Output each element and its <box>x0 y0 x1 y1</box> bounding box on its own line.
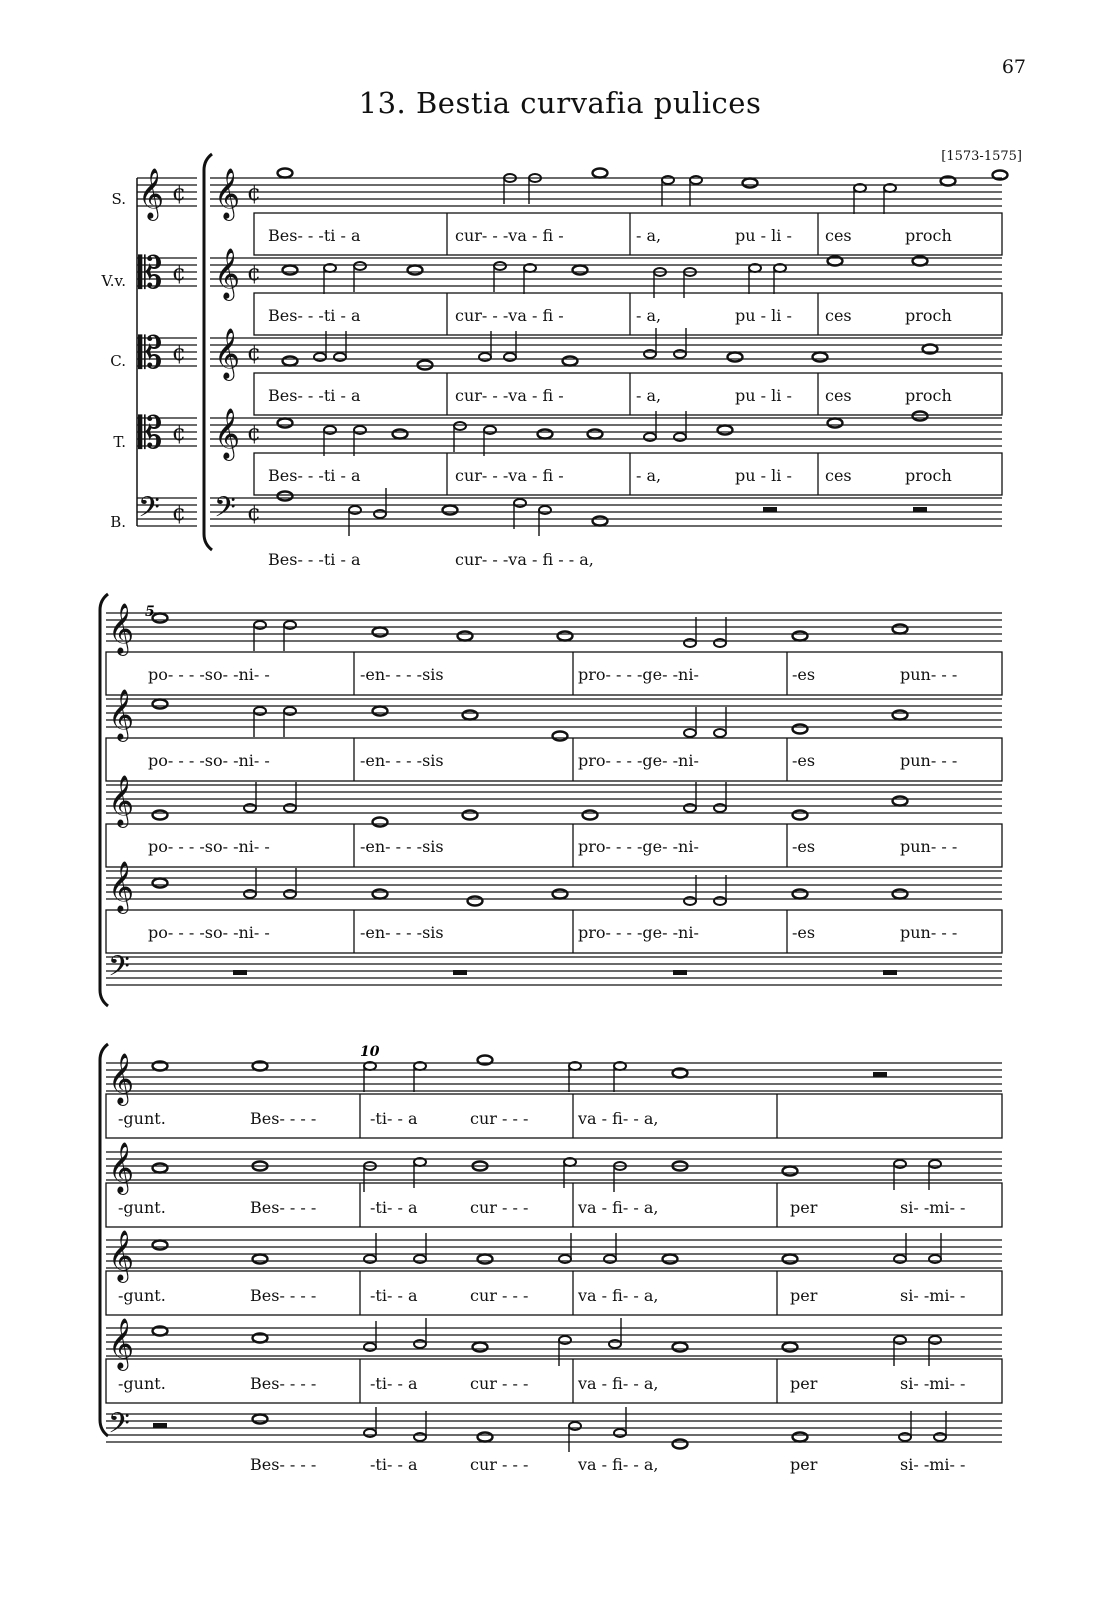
lyric-text: per <box>790 1198 818 1217</box>
whole-note <box>593 169 608 178</box>
lyric-text: Bes- - -ti - a <box>268 550 361 569</box>
rest-mark <box>233 970 247 975</box>
lyric-text: -es <box>792 751 816 770</box>
voice-label-c: C. <box>110 352 126 370</box>
half-note <box>354 426 366 434</box>
page-number: 67 <box>1001 56 1026 78</box>
lyric-text: cur - - - <box>470 1455 529 1474</box>
lyric-text: va - fi- - a, <box>578 1455 659 1474</box>
lyric-text: cur- - -va - fi - <box>455 386 564 405</box>
lyric-text: -gunt. <box>118 1286 166 1305</box>
lyric-text: proch <box>905 386 952 405</box>
half-note <box>662 176 674 184</box>
half-note <box>714 729 726 737</box>
whole-note <box>538 430 553 439</box>
half-note <box>334 353 346 361</box>
whole-note <box>673 1440 688 1449</box>
whole-note <box>893 797 908 806</box>
half-note <box>569 1422 581 1430</box>
half-note <box>684 897 696 905</box>
lyric-text: -ti- - a <box>370 1286 418 1305</box>
lyric-text: po- - - -so- -ni- - <box>148 665 270 684</box>
lyric-box <box>254 293 1002 335</box>
rest-mark <box>453 970 467 975</box>
half-note <box>479 353 491 361</box>
cut-time-icon: ¢ <box>247 421 261 446</box>
half-note <box>609 1340 621 1348</box>
half-note <box>559 1255 571 1263</box>
whole-note <box>278 169 293 178</box>
half-note <box>894 1336 906 1344</box>
whole-note <box>153 879 168 888</box>
whole-note <box>253 1415 268 1424</box>
whole-note <box>153 811 168 820</box>
whole-note <box>468 897 483 906</box>
lyric-box <box>254 453 1002 495</box>
lyric-text: pro- - - -ge- -ni- <box>578 751 699 770</box>
measure-number-5: 5 <box>145 604 155 620</box>
whole-note <box>663 1255 678 1264</box>
half-note <box>414 1255 426 1263</box>
lyric-text: -es <box>792 923 816 942</box>
half-note <box>934 1433 946 1441</box>
voice-label-t: T. <box>113 433 126 451</box>
half-note <box>414 1433 426 1441</box>
clef-icon: 𝄡 <box>138 248 163 299</box>
cut-time-icon: ¢ <box>172 341 186 366</box>
whole-note <box>793 632 808 641</box>
lyric-text: pun- - - <box>900 923 958 942</box>
whole-note <box>813 353 828 362</box>
whole-note <box>478 1433 493 1442</box>
lyric-box <box>254 373 1002 415</box>
whole-note <box>278 492 293 501</box>
notes <box>108 168 1008 1452</box>
whole-note <box>783 1255 798 1264</box>
lyric-text: Bes- - - - <box>250 1286 317 1305</box>
clef-icon: 𝄞 <box>108 1053 135 1104</box>
lyric-text: -ti- - a <box>370 1198 418 1217</box>
cut-time-icon: ¢ <box>172 261 186 286</box>
lyric-text: va - fi- - a, <box>578 1109 659 1128</box>
whole-note <box>793 890 808 899</box>
lyric-text: Bes- - - - <box>250 1374 317 1393</box>
lyric-text: pu - li - <box>735 386 792 405</box>
whole-note <box>373 628 388 637</box>
whole-note <box>408 266 423 275</box>
rest-mark <box>873 1072 887 1077</box>
lyric-text: pun- - - <box>900 837 958 856</box>
whole-note <box>278 419 293 428</box>
whole-note <box>153 700 168 709</box>
whole-note <box>153 1164 168 1173</box>
voice-label-s: S. <box>111 190 126 208</box>
lyric-text: - a, <box>636 386 662 405</box>
system-bracket <box>100 594 108 1006</box>
rest-mark <box>913 507 927 512</box>
clef-icon: 𝄡 <box>138 408 163 459</box>
clef-icon: 𝄞 <box>108 689 135 740</box>
clef-icon: 𝄞 <box>108 1230 135 1281</box>
whole-note <box>728 353 743 362</box>
cut-time-icon: ¢ <box>172 501 186 526</box>
lyric-text: Bes- - -ti - a <box>268 226 361 245</box>
half-note <box>284 890 296 898</box>
half-note <box>364 1343 376 1351</box>
whole-note <box>588 430 603 439</box>
lyric-text: - a, <box>636 466 662 485</box>
page-title: 13. Bestia curvafia pulices <box>358 86 762 120</box>
whole-note <box>393 430 408 439</box>
half-note <box>324 426 336 434</box>
rest-mark <box>763 507 777 512</box>
lyric-text: per <box>790 1374 818 1393</box>
half-note <box>374 510 386 518</box>
half-note <box>644 350 656 358</box>
lyric-text: si- -mi- - <box>900 1374 966 1393</box>
whole-note <box>743 179 758 188</box>
lyric-text: -gunt. <box>118 1198 166 1217</box>
half-note <box>684 729 696 737</box>
lyric-text: Bes- - - - <box>250 1109 317 1128</box>
clef-icon: 𝄢 <box>108 1407 130 1447</box>
lyric-text: ces <box>825 226 852 245</box>
whole-note <box>443 506 458 515</box>
whole-note <box>563 357 578 366</box>
cut-time-icon: ¢ <box>172 181 186 206</box>
lyric-text: per <box>790 1286 818 1305</box>
lyric-text: pro- - - -ge- -ni- <box>578 923 699 942</box>
lyric-text: pro- - - -ge- -ni- <box>578 837 699 856</box>
half-note <box>674 433 686 441</box>
cut-time-icon: ¢ <box>247 341 261 366</box>
whole-note <box>893 711 908 720</box>
lyric-text: pun- - - <box>900 665 958 684</box>
clef-icon: 𝄞 <box>108 1142 135 1193</box>
half-note <box>899 1433 911 1441</box>
half-note <box>484 426 496 434</box>
whole-note <box>793 1433 808 1442</box>
lyric-text: pro- - - -ge- -ni- <box>578 665 699 684</box>
lyric-text: cur - - - <box>470 1198 529 1217</box>
half-note <box>714 897 726 905</box>
clef-icon: 𝄞 <box>108 775 135 826</box>
whole-note <box>558 632 573 641</box>
clef-icon: 𝄞 <box>214 408 241 459</box>
lyric-box <box>254 213 1002 255</box>
half-note <box>539 506 551 514</box>
whole-note <box>478 1255 493 1264</box>
lyric-text: Bes- - - - <box>250 1455 317 1474</box>
lyric-box <box>106 1271 1002 1315</box>
lyric-text: va - fi- - a, <box>578 1198 659 1217</box>
lyric-text: -ti- - a <box>370 1455 418 1474</box>
whole-note <box>893 890 908 899</box>
whole-note <box>283 266 298 275</box>
half-note <box>284 621 296 629</box>
whole-note <box>893 625 908 634</box>
lyrics <box>118 226 965 1474</box>
rest-mark <box>883 970 897 975</box>
whole-note <box>473 1343 488 1352</box>
lyric-text: si- -mi- - <box>900 1198 966 1217</box>
half-note <box>364 1255 376 1263</box>
half-note <box>644 433 656 441</box>
lyric-text: -es <box>792 665 816 684</box>
lyric-text: per <box>790 1455 818 1474</box>
lyric-text: Bes- - - - <box>250 1198 317 1217</box>
whole-note <box>373 890 388 899</box>
whole-note <box>573 266 588 275</box>
lyric-text: pu - li - <box>735 226 792 245</box>
cut-time-icon: ¢ <box>172 421 186 446</box>
half-note <box>894 1255 906 1263</box>
lyric-text: proch <box>905 306 952 325</box>
lyric-text: cur - - - <box>470 1374 529 1393</box>
half-note <box>929 1255 941 1263</box>
lyric-text: -es <box>792 837 816 856</box>
whole-note <box>783 1343 798 1352</box>
half-note <box>714 804 726 812</box>
whole-note <box>718 426 733 435</box>
rest-mark <box>673 970 687 975</box>
whole-note <box>793 811 808 820</box>
clef-icon: 𝄞 <box>108 861 135 912</box>
clef-icon: 𝄢 <box>214 491 236 531</box>
whole-note <box>793 725 808 734</box>
whole-note <box>458 632 473 641</box>
whole-note <box>153 1241 168 1250</box>
lyric-text: ces <box>825 466 852 485</box>
clef-icon: 𝄞 <box>108 1318 135 1369</box>
lyric-text: cur- - -va - fi - <box>455 306 564 325</box>
lyric-text: cur- - -va - fi - <box>455 226 564 245</box>
half-note <box>364 1429 376 1437</box>
lyric-text: cur- - -va - fi - <box>455 466 564 485</box>
whole-note <box>553 732 568 741</box>
lyric-text: cur - - - <box>470 1109 529 1128</box>
lyric-text: pu - li - <box>735 306 792 325</box>
half-note <box>314 353 326 361</box>
lyric-text: pun- - - <box>900 751 958 770</box>
half-note <box>349 506 361 514</box>
voice-label-b: B. <box>110 513 126 531</box>
half-note <box>504 353 516 361</box>
lyric-text: si- -mi- - <box>900 1286 966 1305</box>
whole-note <box>673 1343 688 1352</box>
lyric-text: ces <box>825 306 852 325</box>
lyric-text: po- - - -so- -ni- - <box>148 751 270 770</box>
clef-icon: 𝄞 <box>108 603 135 654</box>
half-note <box>684 639 696 647</box>
whole-note <box>583 811 598 820</box>
clef-icon: 𝄞 <box>214 168 241 219</box>
half-note <box>254 621 266 629</box>
whole-note <box>828 419 843 428</box>
half-note <box>604 1255 616 1263</box>
half-note <box>254 707 266 715</box>
whole-note <box>373 707 388 716</box>
whole-note <box>253 1255 268 1264</box>
clef-icon: 𝄡 <box>138 328 163 379</box>
half-note <box>284 804 296 812</box>
lyric-text: -en- - - -sis <box>360 923 444 942</box>
whole-note <box>913 412 928 421</box>
half-note <box>494 262 506 270</box>
whole-note <box>418 361 433 370</box>
date-range: [1573-1575] <box>941 149 1022 164</box>
half-note <box>354 262 366 270</box>
clef-icon: 𝄞 <box>214 328 241 379</box>
whole-note <box>373 818 388 827</box>
whole-note <box>283 357 298 366</box>
lyric-text: -en- - - -sis <box>360 751 444 770</box>
lyric-text: va - fi- - a, <box>578 1374 659 1393</box>
half-note <box>244 804 256 812</box>
half-note <box>284 707 296 715</box>
half-note <box>414 1340 426 1348</box>
half-note <box>894 1160 906 1168</box>
lyric-text: -gunt. <box>118 1374 166 1393</box>
lyric-text: pu - li - <box>735 466 792 485</box>
lyric-text: -gunt. <box>118 1109 166 1128</box>
lyric-text: -ti- - a <box>370 1374 418 1393</box>
lyric-text: cur- - -va - fi - - a, <box>455 550 594 569</box>
whole-note <box>463 811 478 820</box>
lyric-text: po- - - -so- -ni- - <box>148 837 270 856</box>
lyric-box <box>106 1359 1002 1403</box>
whole-note <box>463 711 478 720</box>
half-note <box>244 890 256 898</box>
cut-time-icon: ¢ <box>247 501 261 526</box>
lyric-box <box>106 1094 1002 1138</box>
lyric-box <box>106 1183 1002 1227</box>
lyric-text: Bes- - -ti - a <box>268 306 361 325</box>
lyric-text: Bes- - -ti - a <box>268 466 361 485</box>
half-note <box>514 499 526 507</box>
cut-time-icon: ¢ <box>247 261 261 286</box>
half-note <box>674 350 686 358</box>
clef-icon: 𝄞 <box>138 168 165 219</box>
whole-note <box>593 517 608 526</box>
lyric-text: proch <box>905 226 952 245</box>
lyric-text: ces <box>825 386 852 405</box>
lyric-text: va - fi- - a, <box>578 1286 659 1305</box>
lyric-text: proch <box>905 466 952 485</box>
rest-mark <box>153 1423 167 1428</box>
lyric-text: Bes- - -ti - a <box>268 386 361 405</box>
whole-note <box>783 1167 798 1176</box>
half-note <box>929 1336 941 1344</box>
half-note <box>614 1429 626 1437</box>
half-note <box>559 1336 571 1344</box>
measure-number-10: 10 <box>360 1044 380 1060</box>
lyric-text: cur - - - <box>470 1286 529 1305</box>
lyric-text: po- - - -so- -ni- - <box>148 923 270 942</box>
clef-icon: 𝄢 <box>138 491 160 531</box>
lyric-text: si- -mi- - <box>900 1455 966 1474</box>
clef-icon: 𝄢 <box>108 950 130 990</box>
half-note <box>454 422 466 430</box>
lyric-text: - a, <box>636 226 662 245</box>
half-note <box>929 1160 941 1168</box>
voice-label-vv: V.v. <box>101 272 126 290</box>
lyric-text: -ti- - a <box>370 1109 418 1128</box>
cut-time-icon: ¢ <box>247 181 261 206</box>
clef-icon: 𝄞 <box>214 248 241 299</box>
half-note <box>714 639 726 647</box>
lyric-text: -en- - - -sis <box>360 665 444 684</box>
whole-note <box>553 890 568 899</box>
half-note <box>684 804 696 812</box>
half-note <box>690 176 702 184</box>
lyric-text: - a, <box>636 306 662 325</box>
lyric-text: -en- - - -sis <box>360 837 444 856</box>
whole-note <box>153 614 168 623</box>
